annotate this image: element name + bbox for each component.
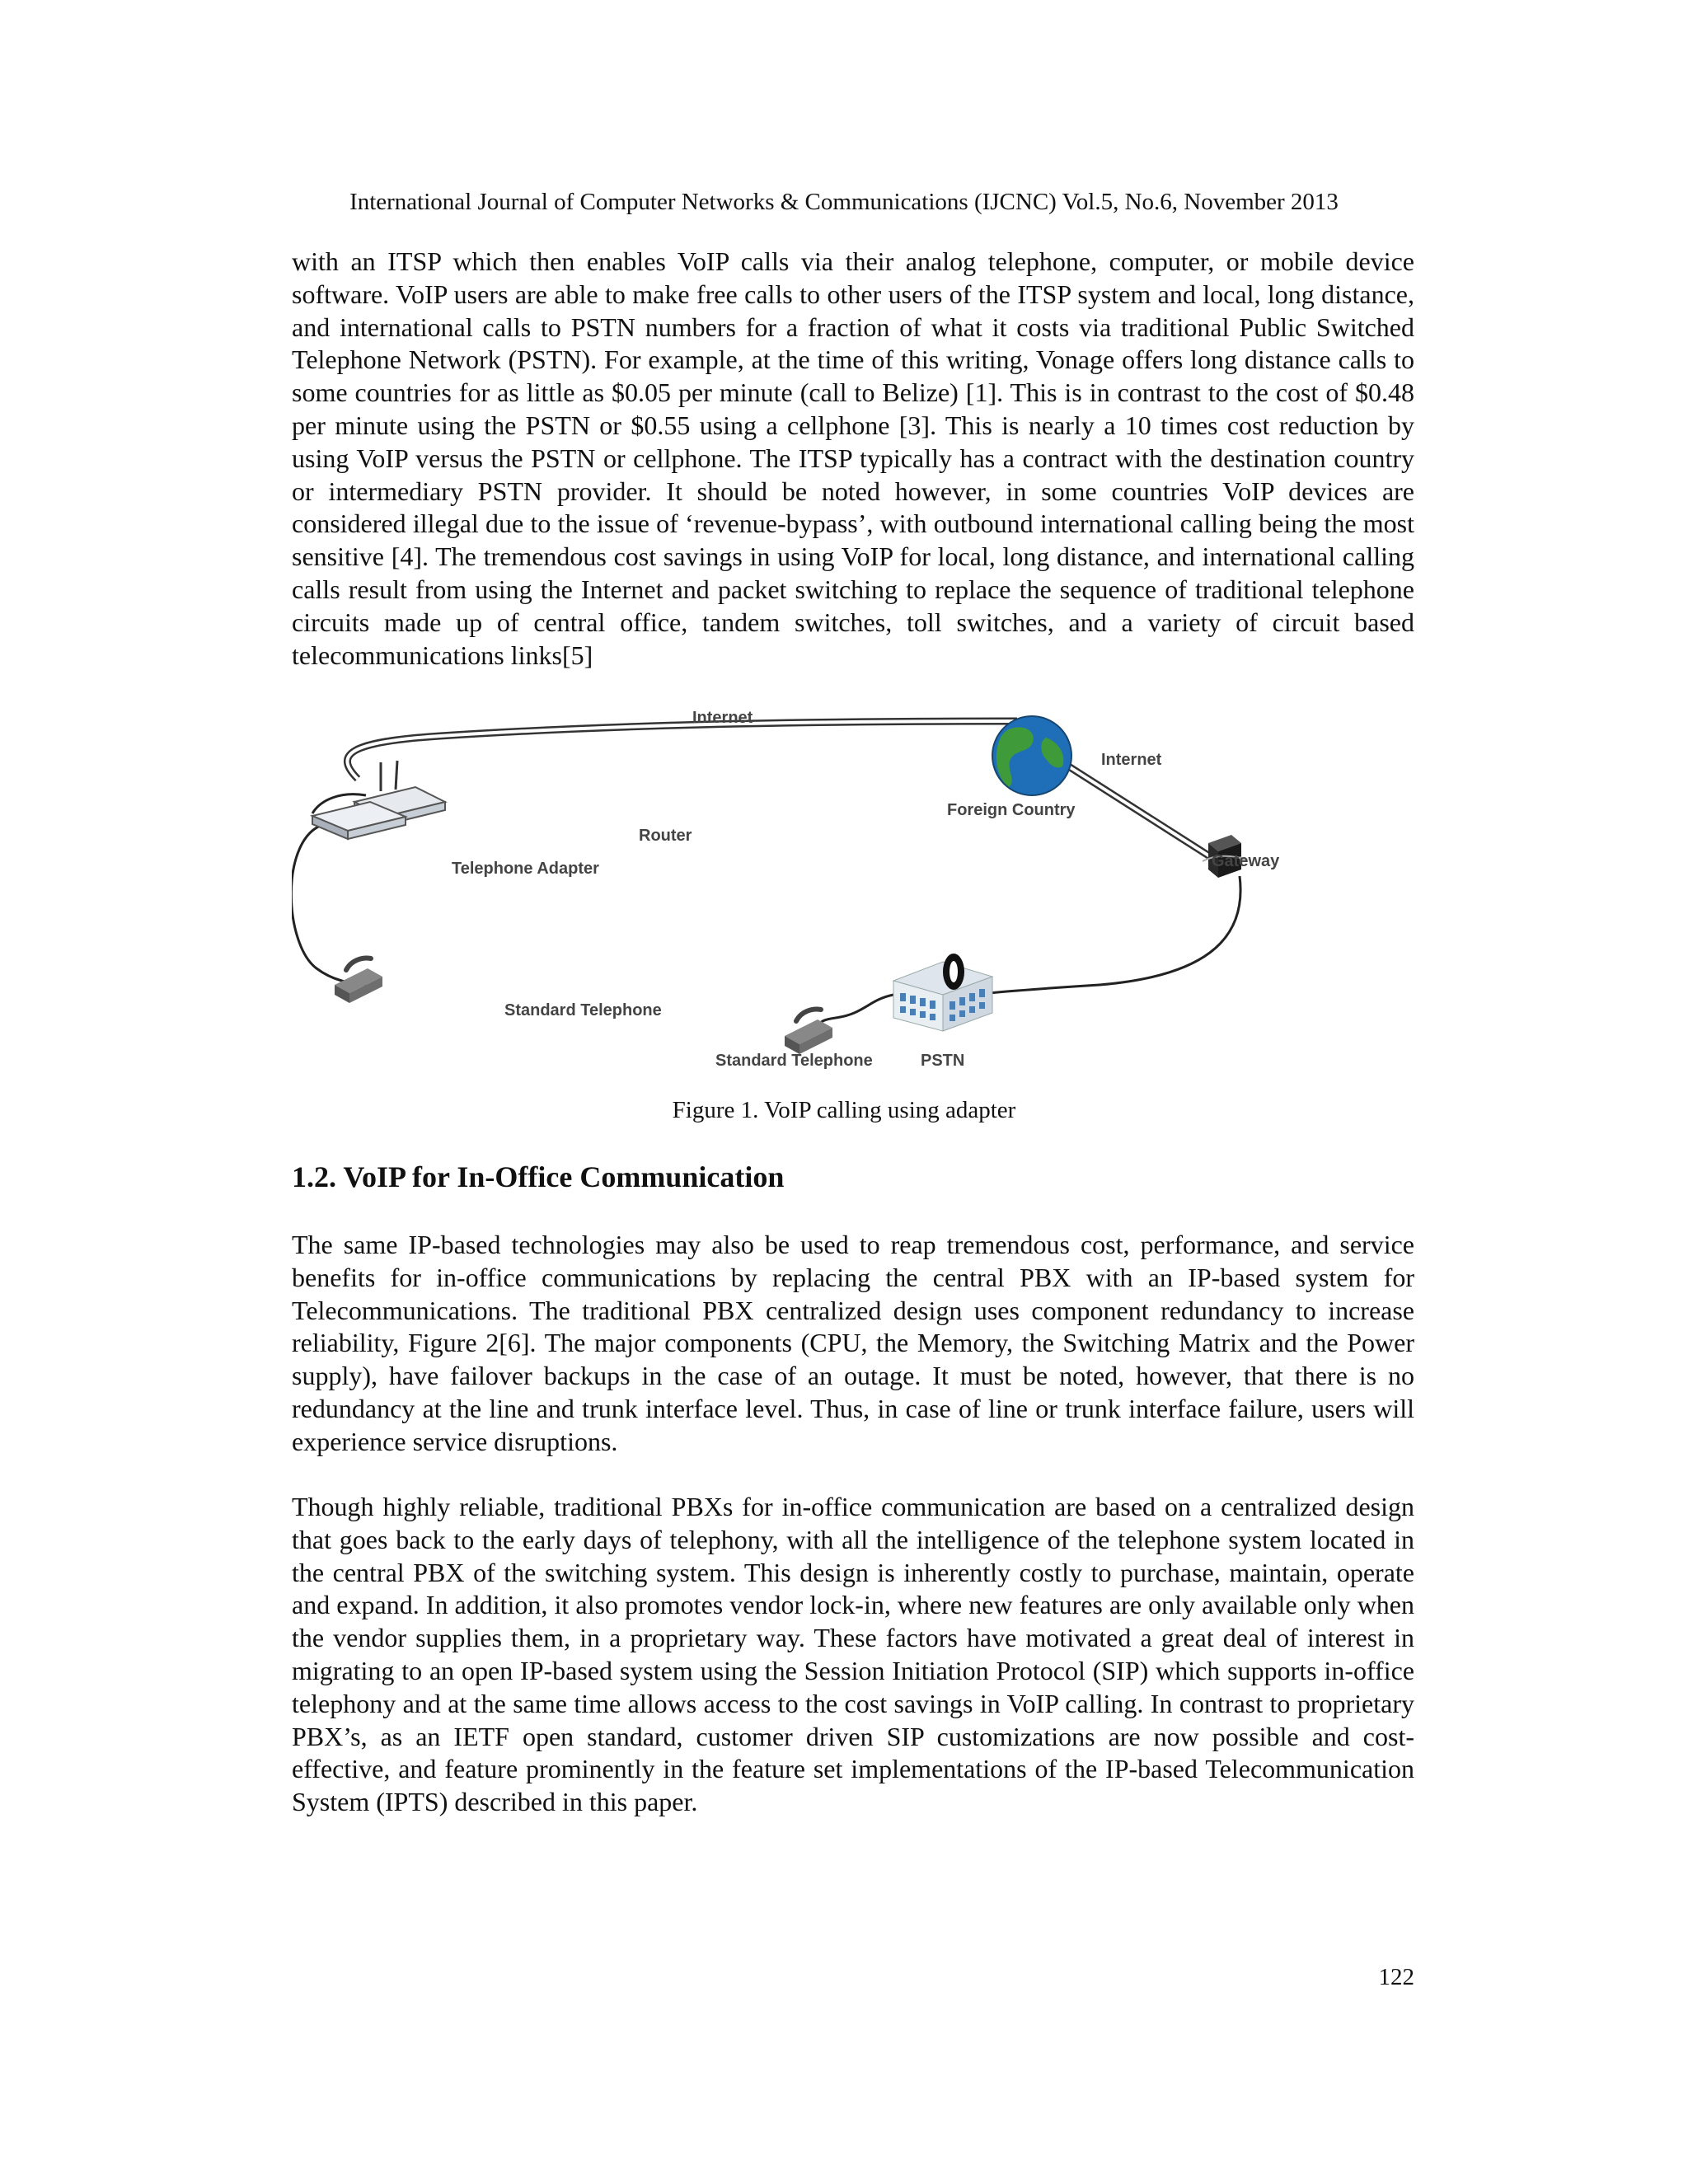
- label-telephone-adapter: Telephone Adapter: [452, 860, 599, 878]
- section-heading: 1.2. VoIP for In-Office Communication: [292, 1160, 785, 1193]
- voip-diagram-svg: [292, 705, 1414, 1080]
- globe-icon: [992, 716, 1071, 795]
- body-paragraph-1: with an ITSP which then enables VoIP calls via their analog telephone, computer, or mobile device software. VoIP users are able to make free calls to other users of the ITSP system and local, long distance, and international calls to PSTN numbers for a fraction of what it costs via traditional Public Switched Telephone Network (PSTN). For example, at the time of this writing, Vonage offers long distance calls to some countries for as little as $0.05 per minute (call to Belize) [1]. This is in contrast to the cost of $0.48 per minute using the PSTN or $0.55 using a cellphone [3]. This is nearly a 10 times cost reduction by using VoIP versus the PSTN or cellphone. The ITSP typically has a contract with the destination country or intermediary PSTN provider. It should be noted however, in some countries VoIP devices are considered illegal due to the issue of ‘revenue-bypass’, with outbound international calling being the most sensitive [4]. The tremendous cost savings in using VoIP for local, long distance, and international calling calls result from using the Internet and packet switching to replace the sequence of traditional telephone circuits made up of central office, tandem switches, toll switches, and a variety of circuit based telecommunications links[5]: [292, 246, 1414, 670]
- pstn-to-phone-cable: [819, 995, 893, 1026]
- label-pstn: PSTN: [921, 1052, 965, 1070]
- label-internet-right: Internet: [1101, 751, 1162, 769]
- figure-1-voip-diagram: [292, 705, 1414, 1080]
- label-gateway: Gateway: [1212, 852, 1280, 870]
- label-router: Router: [639, 827, 692, 845]
- running-header: International Journal of Computer Networks & Communications (IJCNC) Vol.5, No.6, November 2013: [349, 189, 1339, 215]
- standard-telephone-bottom-icon: [785, 1010, 832, 1054]
- pstn-building-icon: [893, 954, 992, 1031]
- body-paragraph-3: Though highly reliable, traditional PBXs for in-office communication are based on a centralized design that goes back to the early days of telephony, with all the intelligence of the telephone system located in the central PBX of the switching system. This design is inherently costly to purchase, maintain, operate and expand. In addition, it also promotes vendor lock-in, where new features are only available only when the vendor supplies them, in a proprietary way. These factors have motivated a great deal of interest in migrating to an open IP-based system using the Session Initiation Protocol (SIP) which supports in-office telephony and at the same time allows access to the cost savings in VoIP calling. In contrast to proprietary PBX’s, as an IETF open standard, customer driven SIP customizations are now possible and cost-effective, and feature prominently in the feature set implementations of the IP-based Telecommunication System (IPTS) described in this paper.: [292, 1492, 1414, 1817]
- gateway-to-pstn-cable: [976, 876, 1240, 995]
- label-standard-telephone-bottom: Standard Telephone: [715, 1052, 873, 1070]
- page-number: 122: [1378, 1964, 1414, 1990]
- internet-cable-top: [347, 721, 1017, 779]
- figure-caption: Figure 1. VoIP calling using adapter: [672, 1097, 1016, 1123]
- label-standard-telephone-left: Standard Telephone: [504, 1001, 662, 1019]
- label-foreign-country: Foreign Country: [947, 801, 1076, 819]
- label-internet-top: Internet: [692, 709, 753, 727]
- body-paragraph-2: The same IP-based technologies may also be used to reap tremendous cost, performance, and service benefits for in-office communications by replacing the central PBX with an IP-based system for Telecommunications. The traditional PBX centralized design uses component redundancy to increase reliability, Figure 2[6]. The major components (CPU, the Memory, the Switching Matrix and the Power supply), have failover backups in the case of an outage. It must be noted, however, that there is no redundancy at the line and trunk interface level. Thus, in case of line or trunk interface failure, users will experience service disruptions.: [292, 1230, 1414, 1456]
